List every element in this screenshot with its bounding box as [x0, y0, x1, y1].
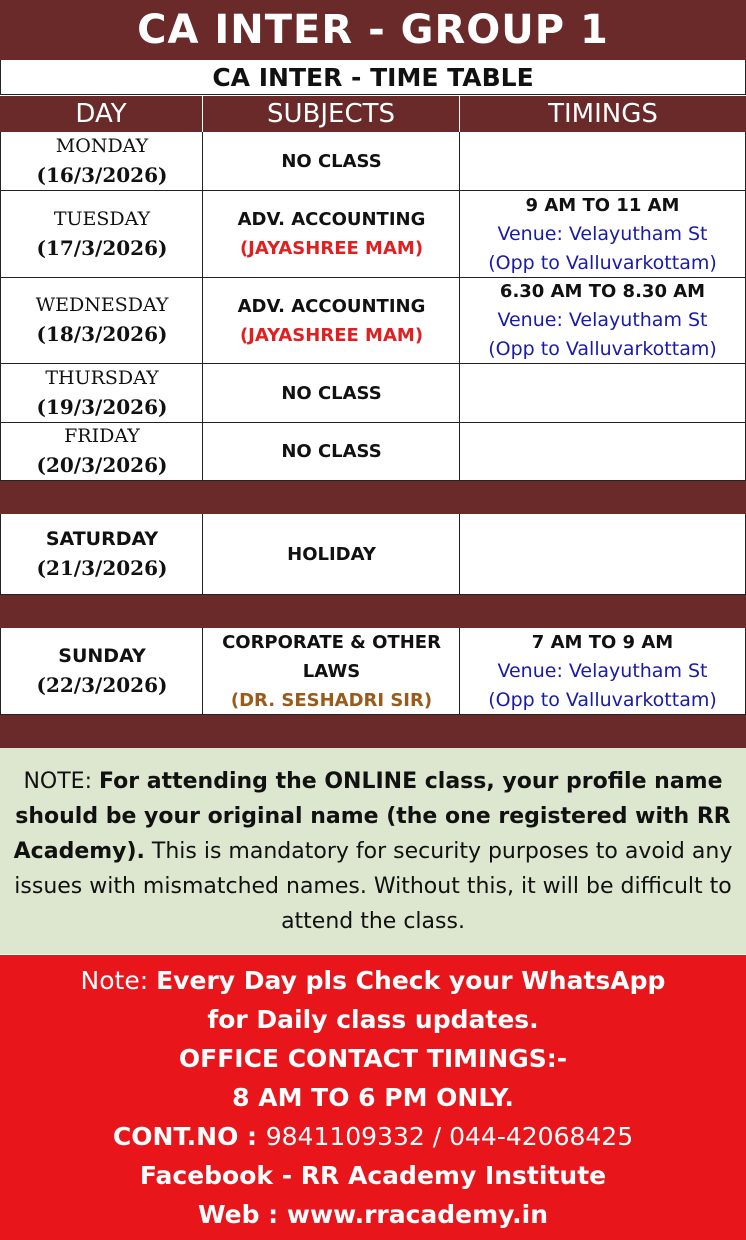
website-line: Web : www.rracademy.in: [197, 1200, 549, 1229]
day-cell: [0, 514, 203, 595]
venue-line: Venue: Velayutham St: [497, 309, 708, 331]
subject-cell: [202, 514, 460, 595]
daily-updates-line: for Daily class updates.: [207, 1005, 539, 1034]
day-name: SATURDAY: [45, 527, 159, 550]
subject-label: ADV. ACCOUNTING: [237, 209, 426, 230]
subject-cell: [202, 191, 460, 278]
office-timings-value: 8 AM TO 6 PM ONLY.: [232, 1083, 514, 1112]
page-title: CA INTER - GROUP 1: [0, 0, 746, 60]
day-name: WEDNESDAY: [35, 294, 169, 316]
subject-label: HOLIDAY: [287, 543, 376, 565]
separator-band: [0, 595, 746, 628]
header-timings: TIMINGS: [460, 96, 746, 132]
venue-landmark: (Opp to Valluvarkottam): [488, 338, 717, 360]
timing-cell: [459, 423, 746, 481]
online-class-note: [0, 748, 746, 954]
venue-landmark: (Opp to Valluvarkottam): [488, 688, 717, 711]
day-cell: [0, 191, 203, 278]
venue-landmark: (Opp to Valluvarkottam): [488, 251, 717, 274]
timing-cell: [459, 132, 746, 191]
note-body: This is mandatory for security purposes to avoid any issues with mismatched names. Without this, it will be difficult to attend the class.: [14, 839, 733, 934]
subject-label-continued: LAWS: [302, 660, 361, 682]
day-date: (21/3/2026): [36, 555, 168, 580]
contact-note: [0, 955, 746, 1240]
timing-cell: [459, 628, 746, 715]
class-time: 9 AM TO 11 AM: [525, 194, 680, 216]
note-emphasis: For attending the ONLINE class, your profile name should be your original name (the one registered with RR Academy).: [13, 769, 731, 864]
contact-note-prefix: Note:: [80, 966, 157, 995]
day-cell: [0, 132, 203, 191]
contact-label: CONT.NO :: [112, 1122, 266, 1151]
day-date: (16/3/2026): [36, 162, 168, 187]
note-prefix: NOTE:: [23, 769, 99, 794]
venue-line: Venue: Velayutham St: [497, 222, 708, 245]
subject-label: NO CLASS: [281, 382, 382, 404]
teacher-name: (DR. SESHADRI SIR): [230, 689, 433, 711]
day-name: MONDAY: [55, 134, 149, 157]
subject-label: ADV. ACCOUNTING: [237, 295, 426, 317]
day-cell: [0, 278, 203, 364]
whatsapp-reminder: Every Day pls Check your WhatsApp: [156, 966, 666, 995]
facebook-line: Facebook - RR Academy Institute: [139, 1161, 607, 1190]
header-day: DAY: [0, 96, 202, 132]
header-subjects: SUBJECTS: [203, 96, 459, 132]
teacher-name: (JAYASHREE MAM): [239, 324, 424, 346]
subject-cell: [202, 132, 460, 191]
day-cell: [0, 364, 203, 423]
timetable-subtitle: CA INTER - TIME TABLE: [0, 60, 746, 95]
day-date: (17/3/2026): [36, 235, 168, 260]
day-name: SUNDAY: [58, 644, 146, 667]
day-name: THURSDAY: [45, 366, 159, 389]
day-cell: [0, 628, 203, 715]
subject-label: NO CLASS: [281, 150, 382, 172]
day-cell: [0, 423, 203, 481]
subject-label: CORPORATE & OTHER: [222, 631, 441, 653]
teacher-name: (JAYASHREE MAM): [239, 238, 424, 259]
day-name: TUESDAY: [53, 207, 151, 230]
timing-cell: [459, 364, 746, 423]
contact-numbers: 9841109332 / 044-42068425: [265, 1122, 634, 1151]
day-date: (22/3/2026): [36, 672, 168, 697]
class-time: 6.30 AM TO 8.30 AM: [499, 281, 706, 302]
timing-cell: [459, 191, 746, 278]
timing-cell: [459, 278, 746, 364]
office-timings-heading: OFFICE CONTACT TIMINGS:-: [178, 1044, 568, 1073]
day-name: FRIDAY: [64, 425, 140, 447]
subject-cell: [202, 628, 460, 715]
day-date: (19/3/2026): [36, 394, 168, 419]
day-date: (20/3/2026): [36, 453, 168, 477]
subject-cell: [202, 364, 460, 423]
separator-band: [0, 481, 746, 514]
subject-label: NO CLASS: [281, 441, 382, 462]
subject-cell: [202, 423, 460, 481]
timing-cell: [459, 514, 746, 595]
subject-cell: [202, 278, 460, 364]
venue-line: Venue: Velayutham St: [497, 659, 708, 682]
class-time: 7 AM TO 9 AM: [531, 631, 674, 653]
separator-band: [0, 715, 746, 748]
day-date: (18/3/2026): [36, 322, 168, 346]
